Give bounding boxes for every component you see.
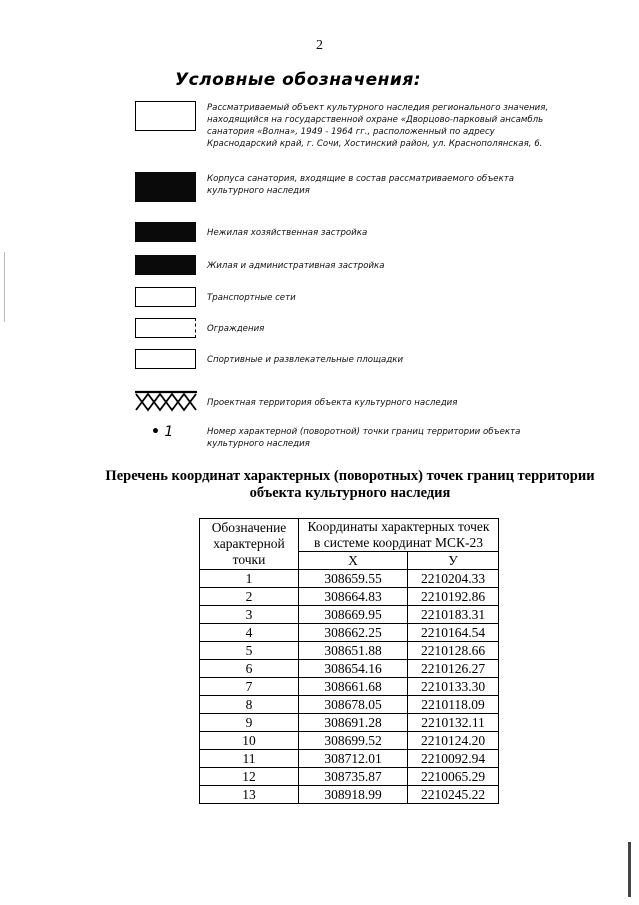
cell-y: 2210192.86	[408, 588, 499, 606]
cell-point-number: 12	[200, 768, 299, 786]
legend-text: Ограждения	[207, 324, 265, 334]
legend-text: Проектная территория объекта культурного наследия	[207, 398, 458, 408]
cell-x: 308735.87	[299, 768, 408, 786]
outline-swatch-icon	[135, 101, 196, 131]
legend-text: Рассматриваемый объект культурного наследия регионального значения, находящийся на государственной охране «Дворцово-парковый ансамбль санатория «Волна», 1949 - 1964 гг., расположенный по адресу Краснодарский край, г. Сочи, Хостинский район, ул. Краснополянская, 6.	[207, 103, 549, 149]
page-number: 2	[316, 38, 323, 53]
legend-text: Транспортные сети	[207, 293, 296, 303]
cell-y: 2210133.30	[408, 678, 499, 696]
black-swatch-icon	[135, 172, 196, 202]
cell-y: 2210245.22	[408, 786, 499, 804]
cell-y: 2210128.66	[408, 642, 499, 660]
point-number-marker: • 1	[151, 424, 174, 440]
outline-swatch-icon	[135, 287, 196, 307]
cell-point-number: 7	[200, 678, 299, 696]
cell-point-number: 10	[200, 732, 299, 750]
cell-point-number: 9	[200, 714, 299, 732]
cell-y: 2210124.20	[408, 732, 499, 750]
cell-x: 308712.01	[299, 750, 408, 768]
table-row	[200, 786, 499, 804]
cell-y: 2210118.09	[408, 696, 499, 714]
table-row	[200, 732, 499, 750]
column-header-y: У	[408, 552, 499, 570]
column-header-x: X	[299, 552, 408, 570]
black-swatch-icon	[135, 222, 196, 242]
legend-text: Номер характерной (поворотной) точки границ территории объекта культурного наследия	[207, 427, 521, 449]
legend-text: Нежилая хозяйственная застройка	[207, 228, 368, 238]
hatch-line-icon	[135, 388, 197, 414]
cell-point-number: 8	[200, 696, 299, 714]
table-row	[200, 606, 499, 624]
cell-y: 2210065.29	[408, 768, 499, 786]
cell-point-number: 2	[200, 588, 299, 606]
table-row	[200, 696, 499, 714]
cell-y: 2210183.31	[408, 606, 499, 624]
cell-x: 308662.25	[299, 624, 408, 642]
outline-swatch-icon	[135, 349, 196, 369]
cell-x: 308669.95	[299, 606, 408, 624]
legend-text: Спортивные и развлекательные площадки	[207, 355, 404, 365]
table-row	[200, 624, 499, 642]
legend-text: Корпуса санатория, входящие в состав рассматриваемого объекта культурного наследия	[207, 174, 515, 196]
cell-point-number: 13	[200, 786, 299, 804]
coordinates-table-body	[200, 570, 499, 804]
table-row	[200, 642, 499, 660]
cell-point-number: 4	[200, 624, 299, 642]
cell-x: 308918.99	[299, 786, 408, 804]
margin-mark	[4, 252, 5, 322]
legend-title: Условные обозначения:	[175, 70, 422, 90]
legend-text: Жилая и административная застройка	[207, 261, 385, 271]
cell-x: 308678.05	[299, 696, 408, 714]
cell-point-number: 6	[200, 660, 299, 678]
table-row	[200, 714, 499, 732]
table-row	[200, 768, 499, 786]
column-header-coordinates: Координаты характерных точек в системе координат МСК-23	[299, 519, 499, 552]
table-row	[200, 570, 499, 588]
table-row	[200, 660, 499, 678]
cell-y: 2210132.11	[408, 714, 499, 732]
table-row	[200, 750, 499, 768]
cell-y: 2210092.94	[408, 750, 499, 768]
point-number-sample: 1	[164, 424, 174, 440]
cell-x: 308659.55	[299, 570, 408, 588]
column-header-point: Обозначение характерной точки	[200, 519, 299, 570]
cell-point-number: 5	[200, 642, 299, 660]
section-title: Перечень координат характерных (поворотных) точек границ территории объекта культурного наследия	[105, 468, 595, 501]
cell-x: 308651.88	[299, 642, 408, 660]
cell-y: 2210164.54	[408, 624, 499, 642]
cell-point-number: 11	[200, 750, 299, 768]
cell-y: 2210204.33	[408, 570, 499, 588]
black-swatch-icon	[135, 255, 196, 275]
dashed-swatch-icon	[135, 318, 196, 338]
cell-x: 308699.52	[299, 732, 408, 750]
cell-x: 308691.28	[299, 714, 408, 732]
cell-y: 2210126.27	[408, 660, 499, 678]
table-header-row	[200, 519, 499, 552]
cell-x: 308664.83	[299, 588, 408, 606]
cell-x: 308654.16	[299, 660, 408, 678]
cell-point-number: 3	[200, 606, 299, 624]
coordinates-table	[199, 518, 499, 804]
table-row	[200, 588, 499, 606]
cell-x: 308661.68	[299, 678, 408, 696]
table-row	[200, 678, 499, 696]
cell-point-number: 1	[200, 570, 299, 588]
margin-mark	[628, 842, 631, 897]
